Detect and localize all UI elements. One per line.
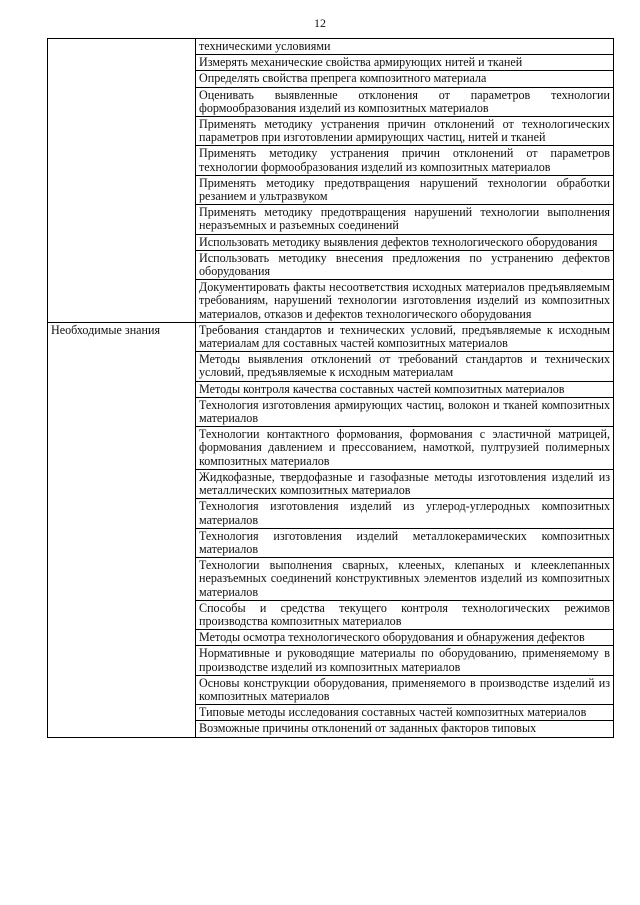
section-label: Необходимые знания xyxy=(48,322,196,737)
list-item: Типовые методы исследования составных частей композитных материалов xyxy=(196,704,613,720)
list-item: Измерять механические свойства армирующих нитей и тканей xyxy=(196,54,613,70)
list-item: Применять методику предотвращения нарушений технологии выполнения неразъемных и разъемных соединений xyxy=(196,204,613,233)
list-item: Основы конструкции оборудования, применяемого в производстве изделий из композитных материалов xyxy=(196,675,613,704)
items-cell xyxy=(196,39,614,323)
list-item: Методы выявления отклонений от требований стандартов и технических условий, предъявляемые к исходным материалам xyxy=(196,351,613,380)
section-label xyxy=(48,39,196,323)
list-item: Применять методику устранения причин отклонений от технологических параметров при изготовлении армирующих частиц, нитей и тканей xyxy=(196,116,613,145)
list-item: Технология изготовления изделий из углерод-углеродных композитных материалов xyxy=(196,498,613,527)
list-item: Определять свойства препрега композитного материала xyxy=(196,70,613,86)
list-item: Документировать факты несоответствия исходных материалов предъявляемым требованиям, нарушений технологии изготовления изделий из композитных материалов, отказов и дефектов технологического оборудования xyxy=(196,279,613,322)
list-item: Технология изготовления армирующих частиц, волокон и тканей композитных материалов xyxy=(196,397,613,426)
table-row-knowledge xyxy=(48,322,614,737)
list-item: Нормативные и руководящие материалы по оборудованию, применяемому в производстве изделий из композитных материалов xyxy=(196,645,613,674)
list-item: Применять методику устранения причин отклонений от параметров технологии формообразования изделий из композитных материалов xyxy=(196,145,613,174)
items-cell xyxy=(196,322,614,737)
list-item: Возможные причины отклонений от заданных факторов типовых xyxy=(196,720,613,736)
list-item: Использовать методику внесения предложения по устранению дефектов оборудования xyxy=(196,250,613,279)
list-item: Оценивать выявленные отклонения от параметров технологии формообразования изделий из композитных материалов xyxy=(196,87,613,116)
list-item: Способы и средства текущего контроля технологических режимов производства композитных материалов xyxy=(196,600,613,629)
requirements-table xyxy=(47,38,614,738)
table-row-skills xyxy=(48,39,614,323)
list-item: Использовать методику выявления дефектов технологического оборудования xyxy=(196,234,613,250)
list-item: Жидкофазные, твердофазные и газофазные методы изготовления изделий из металлических композитных материалов xyxy=(196,469,613,498)
list-item: техническими условиями xyxy=(199,39,331,53)
list-item: Применять методику предотвращения нарушений технологии обработки резанием и ультразвуком xyxy=(196,175,613,204)
list-item: Технологии выполнения сварных, клееных, клепаных и клееклепанных неразъемных соединений конструктивных элементов изделий из композитных материалов xyxy=(196,557,613,600)
list-item: Требования стандартов и технических условий, предъявляемые к исходным материалам для составных частей композитных материалов xyxy=(199,322,610,351)
list-item: Технология изготовления изделий металлокерамических композитных материалов xyxy=(196,528,613,557)
page-number: 12 xyxy=(314,16,326,30)
list-item: Методы осмотра технологического оборудования и обнаружения дефектов xyxy=(196,629,613,645)
list-item: Технологии контактного формования, формования с эластичной матрицей, формования давлением и прессованием, намоткой, пултрузией полимерных композитных материалов xyxy=(196,426,613,469)
list-item: Методы контроля качества составных частей композитных материалов xyxy=(196,381,613,397)
